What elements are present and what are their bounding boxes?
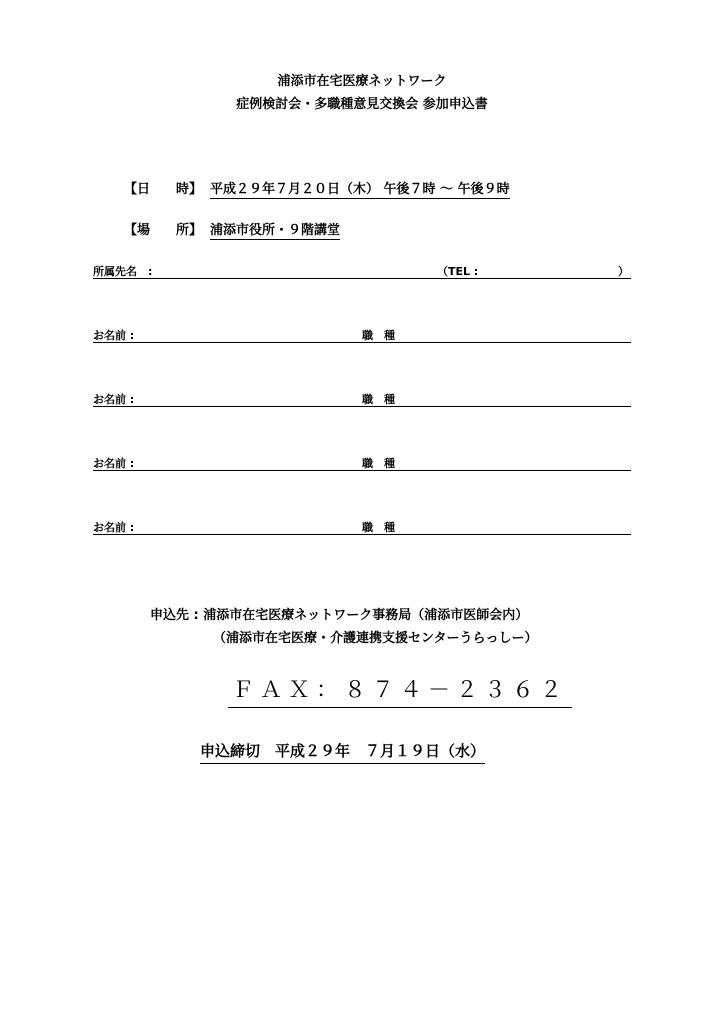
job-label: 職 種 <box>362 393 395 406</box>
destination-line-1: 申込先 : 浦添市在宅医療ネットワーク事務局（浦添市医師会内） <box>150 608 529 623</box>
job-label: 職 種 <box>362 457 395 470</box>
name-line[interactable] <box>93 470 631 471</box>
date-label: 【日 時】 <box>124 182 203 197</box>
name-row-4 <box>0 519 724 539</box>
name-label: お名前 : <box>93 457 135 470</box>
name-line[interactable] <box>93 342 631 343</box>
place-value: 浦添市役所・９階講堂 <box>210 219 340 240</box>
name-label: お名前 : <box>93 393 135 406</box>
event-date-row <box>0 178 724 198</box>
deadline: 申込締切 平成２９年 ７月１９日（水） <box>200 740 485 764</box>
destination-line-2: （浦添市在宅医療・介護連携支援センターうらっしー） <box>213 631 538 646</box>
date-value: 平成２９年７月２０日（木） 午後７時 ～ 午後９時 <box>210 178 510 199</box>
name-line[interactable] <box>93 406 631 407</box>
affiliation-line[interactable] <box>93 278 631 279</box>
name-label: お名前 : <box>93 521 135 534</box>
job-label: 職 種 <box>362 329 395 342</box>
event-place-row <box>0 219 724 239</box>
affiliation-label: 所属先名 : <box>93 265 153 278</box>
fax-number: ＦＡＸ：８７４－２３６２ <box>228 673 572 708</box>
affiliation-row <box>0 263 724 283</box>
name-row-3 <box>0 455 724 475</box>
document-subtitle: 症例検討会・多職種意見交換会 参加申込書 <box>236 97 488 112</box>
document-title: 浦添市在宅医療ネットワーク <box>277 74 447 89</box>
name-row-1 <box>0 327 724 347</box>
tel-close: ） <box>618 265 629 278</box>
name-label: お名前 : <box>93 329 135 342</box>
job-label: 職 種 <box>362 521 395 534</box>
name-row-2 <box>0 391 724 411</box>
name-line[interactable] <box>93 534 631 535</box>
place-label: 【場 所】 <box>124 223 203 238</box>
tel-label: （TEL : <box>437 265 479 278</box>
